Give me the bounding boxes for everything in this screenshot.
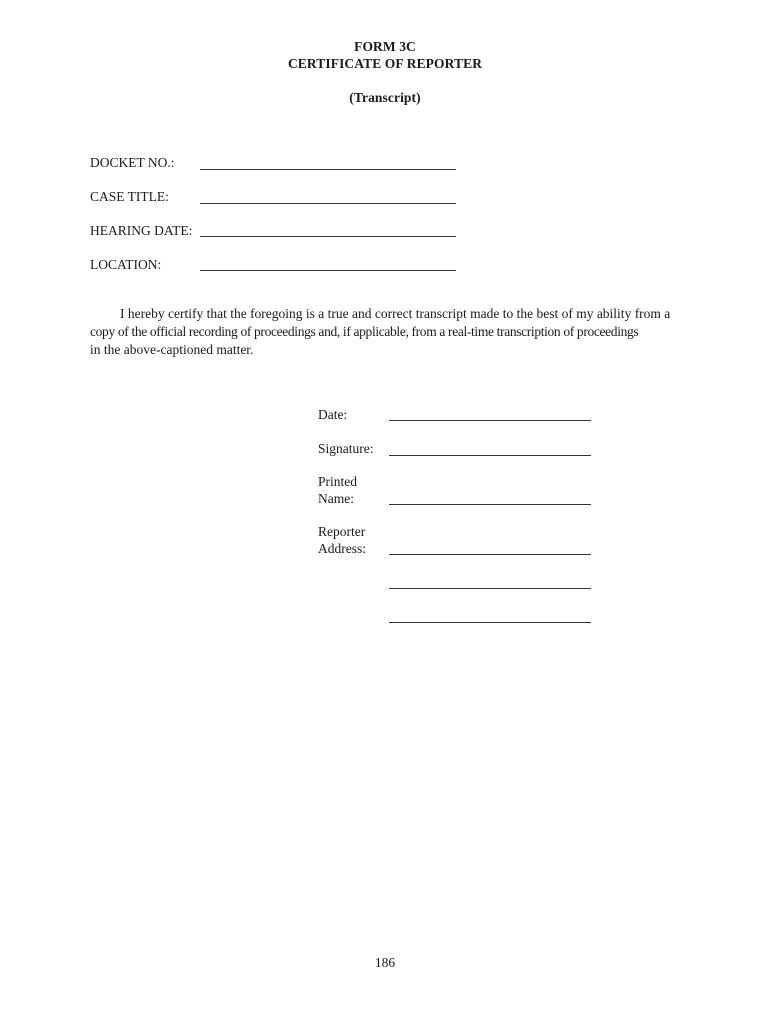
signature-label: Signature: (318, 441, 374, 456)
reporter-address-field-line1[interactable] (389, 554, 591, 555)
location-label: LOCATION: (90, 257, 162, 272)
printed-name-label-line2: Name: (318, 491, 354, 506)
certification-line-2: copy of the official recording of proceedings and, if applicable, from a real-time transcription of proceedings (90, 324, 639, 339)
certification-line-1: I hereby certify that the foregoing is a true and correct transcript made to the best of my ability from a (120, 306, 671, 321)
location-field[interactable] (200, 270, 456, 271)
certification-statement (90, 305, 682, 359)
reporter-address-label-line1: Reporter (318, 524, 366, 539)
printed-name-label-line1: Printed (318, 474, 357, 489)
case-title-label: CASE TITLE: (90, 189, 169, 204)
reporter-address-field-line2[interactable] (389, 588, 591, 589)
form-number: FORM 3C (354, 39, 416, 54)
case-title-field[interactable] (200, 203, 456, 204)
form-subtitle: (Transcript) (349, 90, 421, 105)
docket-no-label: DOCKET NO.: (90, 155, 175, 170)
certification-line-3: in the above-captioned matter. (90, 342, 254, 357)
date-field[interactable] (389, 420, 591, 421)
reporter-address-field-line3[interactable] (389, 622, 591, 623)
docket-no-field[interactable] (200, 169, 456, 170)
form-title: CERTIFICATE OF REPORTER (287, 56, 483, 71)
hearing-date-field[interactable] (200, 236, 456, 237)
signature-field[interactable] (389, 455, 591, 456)
hearing-date-label: HEARING DATE: (90, 223, 193, 238)
date-label: Date: (318, 407, 348, 422)
page-number: 186 (374, 955, 396, 970)
printed-name-field[interactable] (389, 504, 591, 505)
reporter-address-label-line2: Address: (318, 541, 366, 556)
